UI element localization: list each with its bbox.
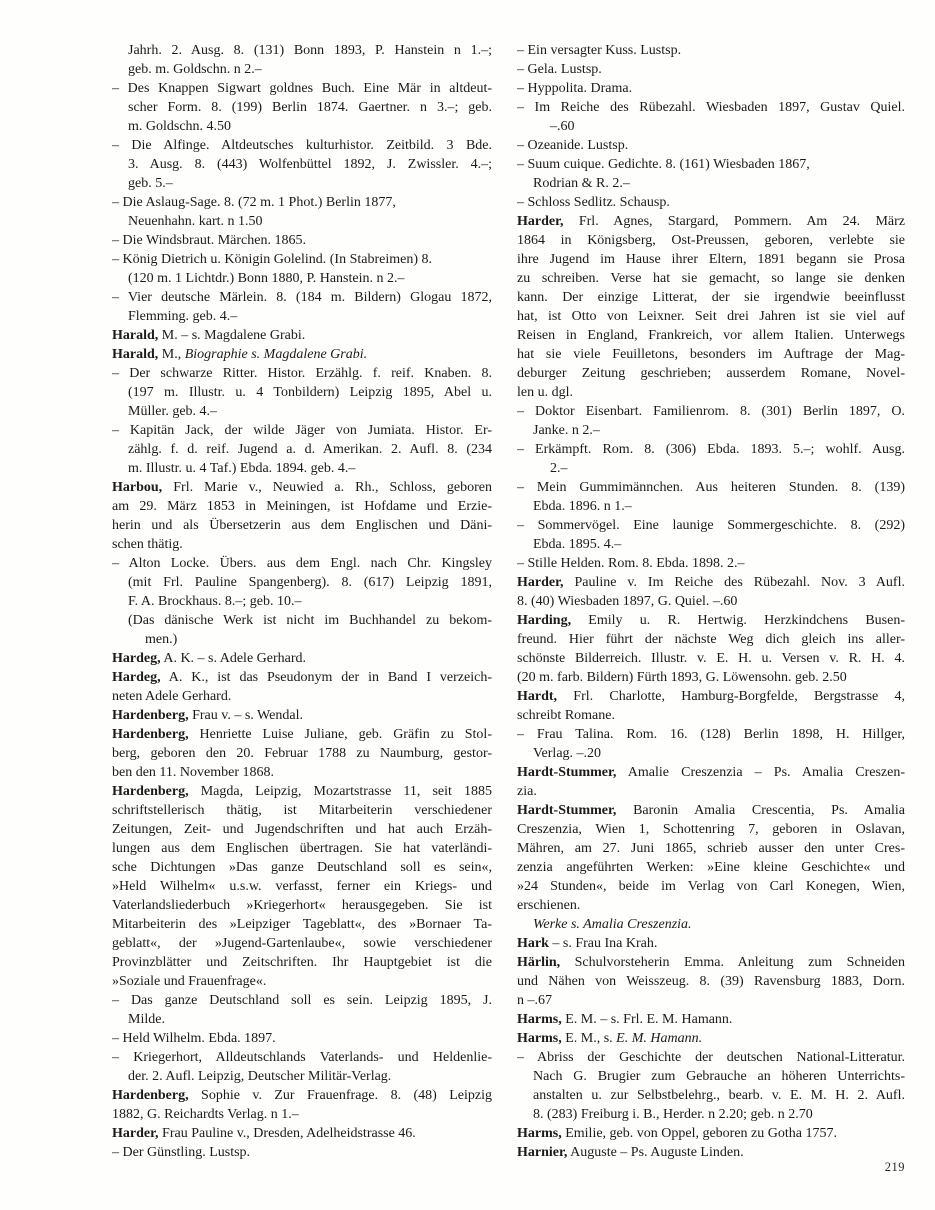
text-line: (120 m. 1 Lichtdr.) Bonn 1880, P. Hanstein. n 2.– [128,271,405,286]
text-line: herin und als Übersetzerin aus dem Englischen und Däni- [112,518,492,533]
text-line: Hardenberg, Magda, Leipzig, Mozartstrasse 11, seit 1885 [112,784,492,799]
text-line: Creszenzia, Wien 1, Schottenring 7, geboren in Oslavan, [517,822,905,837]
text-line: Härlin, Schulvorsteherin Emma. Anleitung zum Schneiden [517,955,905,970]
text-line: – Kriegerhort, Alldeutschlands Vaterlands- und Heldenlie- [112,1050,492,1065]
text-line: scher Form. 8. (199) Berlin 1874. Gaertner. n 3.–; geb. [128,100,492,115]
text-line: freund. Hier führt der nächste Weg dich gleich ins aller- [517,632,905,647]
text-line: – Die Aslaug-Sage. 8. (72 m. 1 Phot.) Berlin 1877, [112,195,396,210]
text-line: – König Dietrich u. Königin Golelind. (In Stabreimen) 8. [112,252,432,267]
text-line: 8. (40) Wiesbaden 1897, G. Quiel. –.60 [517,594,738,609]
text-line: zia. [517,784,537,799]
text-line: Janke. n 2.– [533,423,600,438]
text-line: Hardt-Stummer, Amalie Creszenzia – Ps. Amalia Creszen- [517,765,905,780]
text-line: »Soziale und Frauenfrage«. [112,974,267,989]
text-line: ben den 11. November 1868. [112,765,274,780]
text-line: geb. 5.– [128,176,173,191]
text-line: und Nähen von Weisszeug. 8. (39) Ravensburg 1883, Dorn. [517,974,905,989]
text-line: Zeitungen, Zeit- und Jugendschriften und hat auch Erzäh- [112,822,492,837]
text-line: – Im Reiche des Rübezahl. Wiesbaden 1897, Gustav Quiel. [517,100,905,115]
text-line: – Ein versagter Kuss. Lustsp. [517,43,682,58]
text-line: Hardenberg, Henriette Luise Juliane, geb. Gräfin zu Stol- [112,727,492,742]
text-line: F. A. Brockhaus. 8.–; geb. 10.– [128,594,302,609]
text-line: – Schloss Sedlitz. Schausp. [517,195,670,210]
text-line: – Der Günstling. Lustsp. [112,1145,251,1160]
text-line: 3. Ausg. 8. (443) Wolfenbüttel 1892, J. Zwissler. 4.–; [128,157,492,172]
text-line: Hardt-Stummer, Baronin Amalia Crescentia, Ps. Amalia [517,803,905,818]
text-line: m. Goldschn. 4.50 [128,119,232,134]
text-line: Hardeg, A. K. – s. Adele Gerhard. [112,651,307,666]
text-line: Harms, Emilie, geb. von Oppel, geboren zu Gotha 1757. [517,1126,837,1141]
text-line: Vaterlandsliederbuch »Kriegerhort« herausgegeben. Sie ist [112,898,492,913]
text-line: Harder, Pauline v. Im Reiche des Rübezahl. Nov. 3 Aufl. [517,575,905,590]
text-line: – Die Alfinge. Altdeutsches kulturhistor. Zeitbild. 3 Bde. [112,138,492,153]
text-line: berg, geboren den 20. Februar 1788 zu Naumburg, gestor- [112,746,492,761]
text-line: Milde. [128,1012,165,1027]
text-line: Hardeg, A. K., ist das Pseudonym der in Band I verzeich- [112,670,492,685]
text-line: deburger Zeitung geschrieben; ausserdem Romane, Novel- [517,366,905,381]
text-line: (197 m. Illustr. u. 4 Tonbildern) Leipzig 1895, Abel u. [128,385,492,400]
text-line: kann. Der einzige Litterat, der sie irgendwie beeinflusst [517,290,905,305]
text-line: Werke s. Amalia Creszenzia. [533,917,692,932]
text-line: – Ozeanide. Lustsp. [517,138,629,153]
text-line: 8. (283) Freiburg i. B., Herder. n 2.20; geb. n 2.70 [533,1107,813,1122]
text-line: – Sommervögel. Eine launige Sommergeschichte. 8. (292) [517,518,905,533]
text-line: Harnier, Auguste – Ps. Auguste Linden. [517,1145,744,1160]
text-line: Flemming. geb. 4.– [128,309,238,324]
text-line: Ebda. 1895. 4.– [533,537,622,552]
text-line: schönste Bilderreich. Illustr. v. E. H. u. Versen v. R. H. 4. [517,651,905,666]
text-line: – Des Knappen Sigwart goldnes Buch. Eine Mär in altdeut- [112,81,492,96]
text-line: – Hyppolita. Drama. [517,81,633,96]
text-line: – Mein Gummimännchen. Aus heiteren Stunden. 8. (139) [517,480,905,495]
text-line: Mähren, am 27. Juni 1865, schrieb ausser den unter Cres- [517,841,905,856]
text-line: Nach G. Brugier zum Gebrauche an höheren Unterrichts- [533,1069,905,1084]
text-line: n –.67 [517,993,552,1008]
text-line: hat, ist Otto von Leixner. Seit drei Jahren ist sie viel auf [517,309,905,324]
text-line: – Gela. Lustsp. [517,62,602,77]
text-line: – Der schwarze Ritter. Histor. Erzählg. f. reif. Knaben. 8. [112,366,492,381]
text-line: lungen aus dem Englischen übertragen. Sie hat vaterländi- [112,841,492,856]
text-line: schriftstellerisch thätig, ist Mitarbeiterin verschiedener [112,803,492,818]
text-line: – Stille Helden. Rom. 8. Ebda. 1898. 2.– [517,556,745,571]
text-line: Harbou, Frl. Marie v., Neuwied a. Rh., Schloss, geboren [112,480,492,495]
text-column-left [112,41,492,1162]
text-line: len u. dgl. [517,385,573,400]
text-line: Harald, M., Biographie s. Magdalene Grabi. [112,347,368,362]
text-line: Ebda. 1896. n 1.– [533,499,632,514]
text-line: ihre Jugend im Hause ihrer Eltern, 1891 begann sie Prosa [517,252,905,267]
text-line: (20 m. farb. Bildern) Fürth 1893, G. Löwensohn. geb. 2.50 [517,670,847,685]
text-line: Harder, Frl. Agnes, Stargard, Pommern. Am 24. März [517,214,905,229]
text-line: Harald, M. – s. Magdalene Grabi. [112,328,306,343]
text-line: – Alton Locke. Übers. aus dem Engl. nach Chr. Kingsley [112,556,492,571]
text-line: m. Illustr. u. 4 Taf.) Ebda. 1894. geb. 4.– [128,461,356,476]
text-line: Hardenberg, Frau v. – s. Wendal. [112,708,303,723]
text-line: Jahrh. 2. Ausg. 8. (131) Bonn 1893, P. Hanstein n 1.–; [128,43,492,58]
text-line: Harding, Emily u. R. Hertwig. Herzkindchens Busen- [517,613,905,628]
text-line: – Suum cuique. Gedichte. 8. (161) Wiesbaden 1867, [517,157,810,172]
text-line: zählg. f. d. reif. Jugend a. d. Amerikan. 2. Aufl. 8. (234 [128,442,492,457]
text-line: am 29. März 1853 in Meiningen, ist Hofdame und Erzie- [112,499,492,514]
text-line: (Das dänische Werk ist nicht im Buchhandel zu bekom- [128,613,492,628]
text-line: 2.– [550,461,568,476]
text-line: – Held Wilhelm. Ebda. 1897. [112,1031,276,1046]
text-line: anstalten u. zur Selbstbelehrg., bearb. v. E. M. H. 2. Aufl. [533,1088,905,1103]
text-line: (mit Frl. Pauline Spangenberg). 8. (617) Leipzig 1891, [128,575,492,590]
text-line: – Abriss der Geschichte der deutschen National-Litteratur. [517,1050,905,1065]
text-line: schreibt Romane. [517,708,615,723]
text-line: sche Dichtungen »Das ganze Deutschland soll es sein«, [112,860,492,875]
text-line: schen thätig. [112,537,183,552]
text-line: Provinzblätter und Zeitschriften. Ihr Hauptgebiet ist die [112,955,492,970]
text-line: –.60 [550,119,575,134]
text-line: 1882, G. Reichardts Verlag. n 1.– [112,1107,299,1122]
text-line: men.) [145,632,178,647]
text-line: – Doktor Eisenbart. Familienrom. 8. (301) Berlin 1897, O. [517,404,905,419]
text-line: Rodrian & R. 2.– [533,176,630,191]
text-line: geb. m. Goldschn. n 2.– [128,62,262,77]
text-line: erschienen. [517,898,581,913]
text-line: Hardt, Frl. Charlotte, Hamburg-Borgfelde, Bergstrasse 4, [517,689,905,704]
text-line: Harder, Frau Pauline v., Dresden, Adelheidstrasse 46. [112,1126,416,1141]
text-line: – Erkämpft. Rom. 8. (306) Ebda. 1893. 5.–; wohlf. Ausg. [517,442,905,457]
text-line: Neuenhahn. kart. n 1.50 [128,214,263,229]
text-line: »Held Wilhelm« u.s.w. verfasst, ferner ein Kriegs- und [112,879,492,894]
text-line: zenzia angeführten Werken: »Eine kleine Geschichte« und [517,860,905,875]
text-line: – Frau Talina. Rom. 16. (128) Berlin 1898, H. Hillger, [517,727,905,742]
text-line: – Das ganze Deutschland soll es sein. Leipzig 1895, J. [112,993,492,1008]
text-line: 1864 in Königsberg, Ost-Preussen, geboren, verlebte sie [517,233,905,248]
text-line: Hark – s. Frau Ina Krah. [517,936,658,951]
text-line: – Vier deutsche Märlein. 8. (184 m. Bildern) Glogau 1872, [112,290,492,305]
text-line: »24 Stunden«, beide im Verlag von Carl Konegen, Wien, [517,879,905,894]
text-line: – Kapitän Jack, der wilde Jäger von Jumiata. Histor. Er- [112,423,492,438]
text-line: Harms, E. M. – s. Frl. E. M. Hamann. [517,1012,733,1027]
text-line: Hardenberg, Sophie v. Zur Frauenfrage. 8. (48) Leipzig [112,1088,492,1103]
text-line: der. 2. Aufl. Leipzig, Deutscher Militär-Verlag. [128,1069,392,1084]
text-line: neten Adele Gerhard. [112,689,232,704]
text-column-right [517,41,905,1162]
text-line: Harms, E. M., s. E. M. Hamann. [517,1031,703,1046]
text-line: Verlag. –.20 [533,746,602,761]
text-line: Mitarbeiterin des »Leipziger Tageblatt«, des »Bornaer Ta- [112,917,492,932]
text-line: – Die Windsbraut. Märchen. 1865. [112,233,306,248]
page-number: 219 [884,1160,905,1174]
text-line: hat sie viele Feuilletons, besonders im Auftrage der Mag- [517,347,905,362]
text-line: Müller. geb. 4.– [128,404,218,419]
text-line: zu schreiben. Verse hat sie gemacht, so lange sie denken [517,271,905,286]
text-line: geblatt«, der »Jugend-Gartenlaube«, sowie verschiedener [112,936,492,951]
text-line: Reisen in England, Frankreich, vor allem Italien. Unterwegs [517,328,905,343]
